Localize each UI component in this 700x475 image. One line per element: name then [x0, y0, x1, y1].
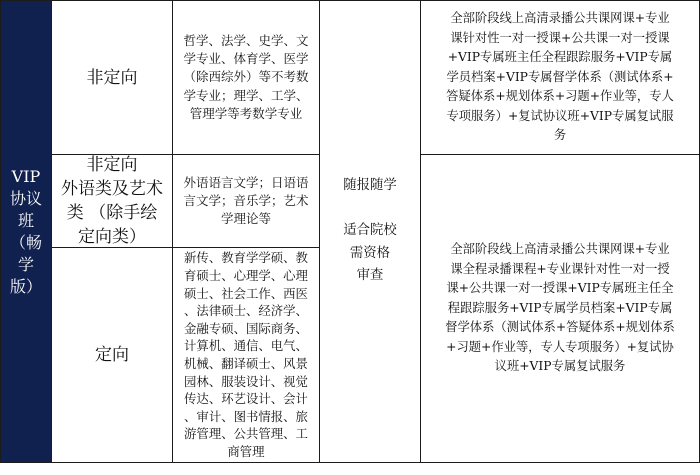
category-label-1: 非定向 [86, 67, 138, 88]
category-label-3: 定向 [95, 345, 129, 365]
service-text-2: 全部阶段线上高清录播公共课网课+专业 课全程录播课程+专业课针对性一对一授 课+公共课一对一授课+VIP专属班主任全 程跟踪服务+VIP专属学员档案+VIP专属 督学体系（测试体系+答疑体系+规划体系 +习题+作业等，专人专项服务）+复试协 议班+VIP专属复试服务 [445, 242, 675, 374]
program-label: VIP 协议 班 （畅 学 版） [9, 166, 42, 296]
program-label-cell [0, 0, 52, 463]
category-cell-1 [51, 0, 173, 155]
service-cell-1 [420, 0, 700, 155]
subjects-text-2: 外语语言文学；日语语 言文学；音乐学；艺术 学理论等 [183, 174, 309, 227]
category-cell-3 [51, 247, 173, 463]
subjects-cell-2 [172, 154, 320, 248]
subjects-text-1: 哲学、法学、史学、文 学专业、体育学、医学 （除西综外）等不考数 学专业；理学、工学、 管理学等考数学专业 [183, 32, 309, 121]
category-cell-2 [51, 154, 173, 248]
category-label-2: 非定向 外语类及艺术 类 （除手绘 定向类） [61, 155, 163, 247]
enrollment-text: 随报随学 适合院校 需资格 审查 [343, 178, 397, 284]
enrollment-cell [319, 0, 421, 463]
subjects-cell-1 [172, 0, 320, 155]
service-text-1: 全部阶段线上高清录播公共课网课+专业 课针对性一对一授课+公共课一对一授课 +VIP专属班主任全程跟踪服务+VIP专属 学员档案+VIP专属督学体系（测试体系+ 答疑体系+规划体系+习题+作业等，专人 专项服务）+复试协议班+VIP专属复试服 务 [446, 11, 674, 143]
service-cell-2 [420, 154, 700, 463]
subjects-cell-3 [172, 247, 320, 463]
subjects-text-3: 新传、教育学学硕、教 育硕士、心理学、心理 硕士、社会工作、西医 、法律硕士、经济学、 金融专硕、国际商务、 计算机、通信、电气、 机械、翻译硕士、风景 园林、服装设计、视觉 传达、环艺设计、会计 、审计、图书情报、旅 游管理、公共管理、工 商管理 [184, 250, 308, 459]
